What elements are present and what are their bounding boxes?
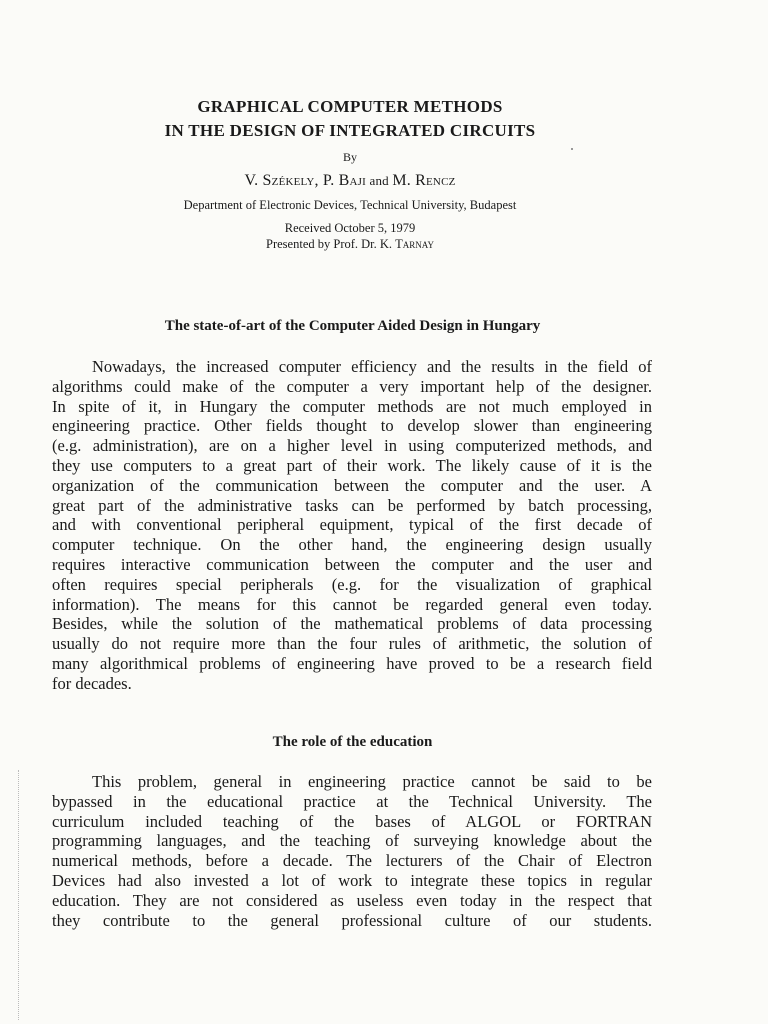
text-line: often requires special peripherals (e.g. for the visualization of graphical xyxy=(52,574,652,594)
text-line: information). The means for this cannot be regarded general even today. xyxy=(52,594,652,614)
text-line: education. They are not considered as useless even today in the respect that xyxy=(52,890,652,910)
text-line: engineering practice. Other fields thought to develop slower than engineering xyxy=(52,416,652,436)
text-line: Besides, while the solution of the mathematical problems of data processing xyxy=(52,614,652,634)
text-line: usually do not require more than the four rules of arithmetic, the solution of xyxy=(52,634,652,654)
text-line: requires interactive communication between the computer and the user and xyxy=(52,554,652,574)
author2-name: Baji xyxy=(338,172,367,189)
section-heading: The role of the education xyxy=(272,734,433,750)
author1-initial: V. xyxy=(244,172,263,189)
author1-name: Székely xyxy=(262,172,315,189)
received-date: Received October 5, 1979 xyxy=(284,221,416,235)
text-line: algorithms could make of the computer a very important help of the designer. xyxy=(52,376,652,396)
text-line: they use computers to a great part of their work. The likely cause of it is the xyxy=(52,455,652,475)
presented-by xyxy=(0,237,700,252)
text-line: they contribute to the general professional culture of our students. xyxy=(52,910,652,930)
text-line: Devices had also invested a lot of work to integrate these topics in regular xyxy=(52,870,652,890)
text-line: This problem, general in engineering practice cannot be said to be xyxy=(92,772,652,791)
author-and: and xyxy=(366,173,393,188)
text-line: In spite of it, in Hungary the computer methods are not much employed in xyxy=(52,396,652,416)
author3-name: Rencz xyxy=(415,172,456,189)
text-line: Nowadays, the increased computer efficiency and the results in the field of xyxy=(92,357,652,376)
presenter-name: Tarnay xyxy=(395,237,434,251)
author3-initial: M. xyxy=(392,172,416,189)
text-line: and with conventional peripheral equipment, typical of the first decade of xyxy=(52,515,652,535)
paragraph-state-of-art xyxy=(52,357,652,694)
text-line: organization of the communication between the computer and the user. A xyxy=(52,475,652,495)
text-line: programming languages, and the teaching of surveying knowledge about the xyxy=(52,831,652,851)
text-line: for decades. xyxy=(52,673,132,693)
text-line: numerical methods, before a decade. The lecturers of the Chair of Electron xyxy=(52,851,652,871)
by-label: By xyxy=(342,150,357,164)
text-line: great part of the administrative tasks can be performed by batch processing, xyxy=(52,495,652,515)
section-heading: The state-of-art of the Computer Aided Design in Hungary xyxy=(164,318,541,334)
scan-margin-artifact xyxy=(18,770,20,1020)
text-line: curriculum included teaching of the bases of ALGOL or FORTRAN xyxy=(52,811,652,831)
author-separator: , xyxy=(314,172,323,189)
text-line: (e.g. administration), are on a higher level in using computerized methods, and xyxy=(52,436,652,456)
author2-initial: P. xyxy=(322,172,339,189)
department-affiliation: Department of Electronic Devices, Technical University, Budapest xyxy=(183,198,517,212)
text-line: computer technique. On the other hand, the engineering design usually xyxy=(52,535,652,555)
paragraph-education xyxy=(52,772,652,930)
title-line-2: IN THE DESIGN OF INTEGRATED CIRCUITS xyxy=(164,121,536,140)
text-line: bypassed in the educational practice at the Technical University. The xyxy=(52,791,652,811)
title-line-1: GRAPHICAL COMPUTER METHODS xyxy=(197,97,503,116)
text-line: many algorithmical problems of engineering have proved to be a research field xyxy=(52,653,652,673)
presented-prefix: Presented by Prof. Dr. K. xyxy=(266,237,396,251)
author-line xyxy=(0,172,700,190)
